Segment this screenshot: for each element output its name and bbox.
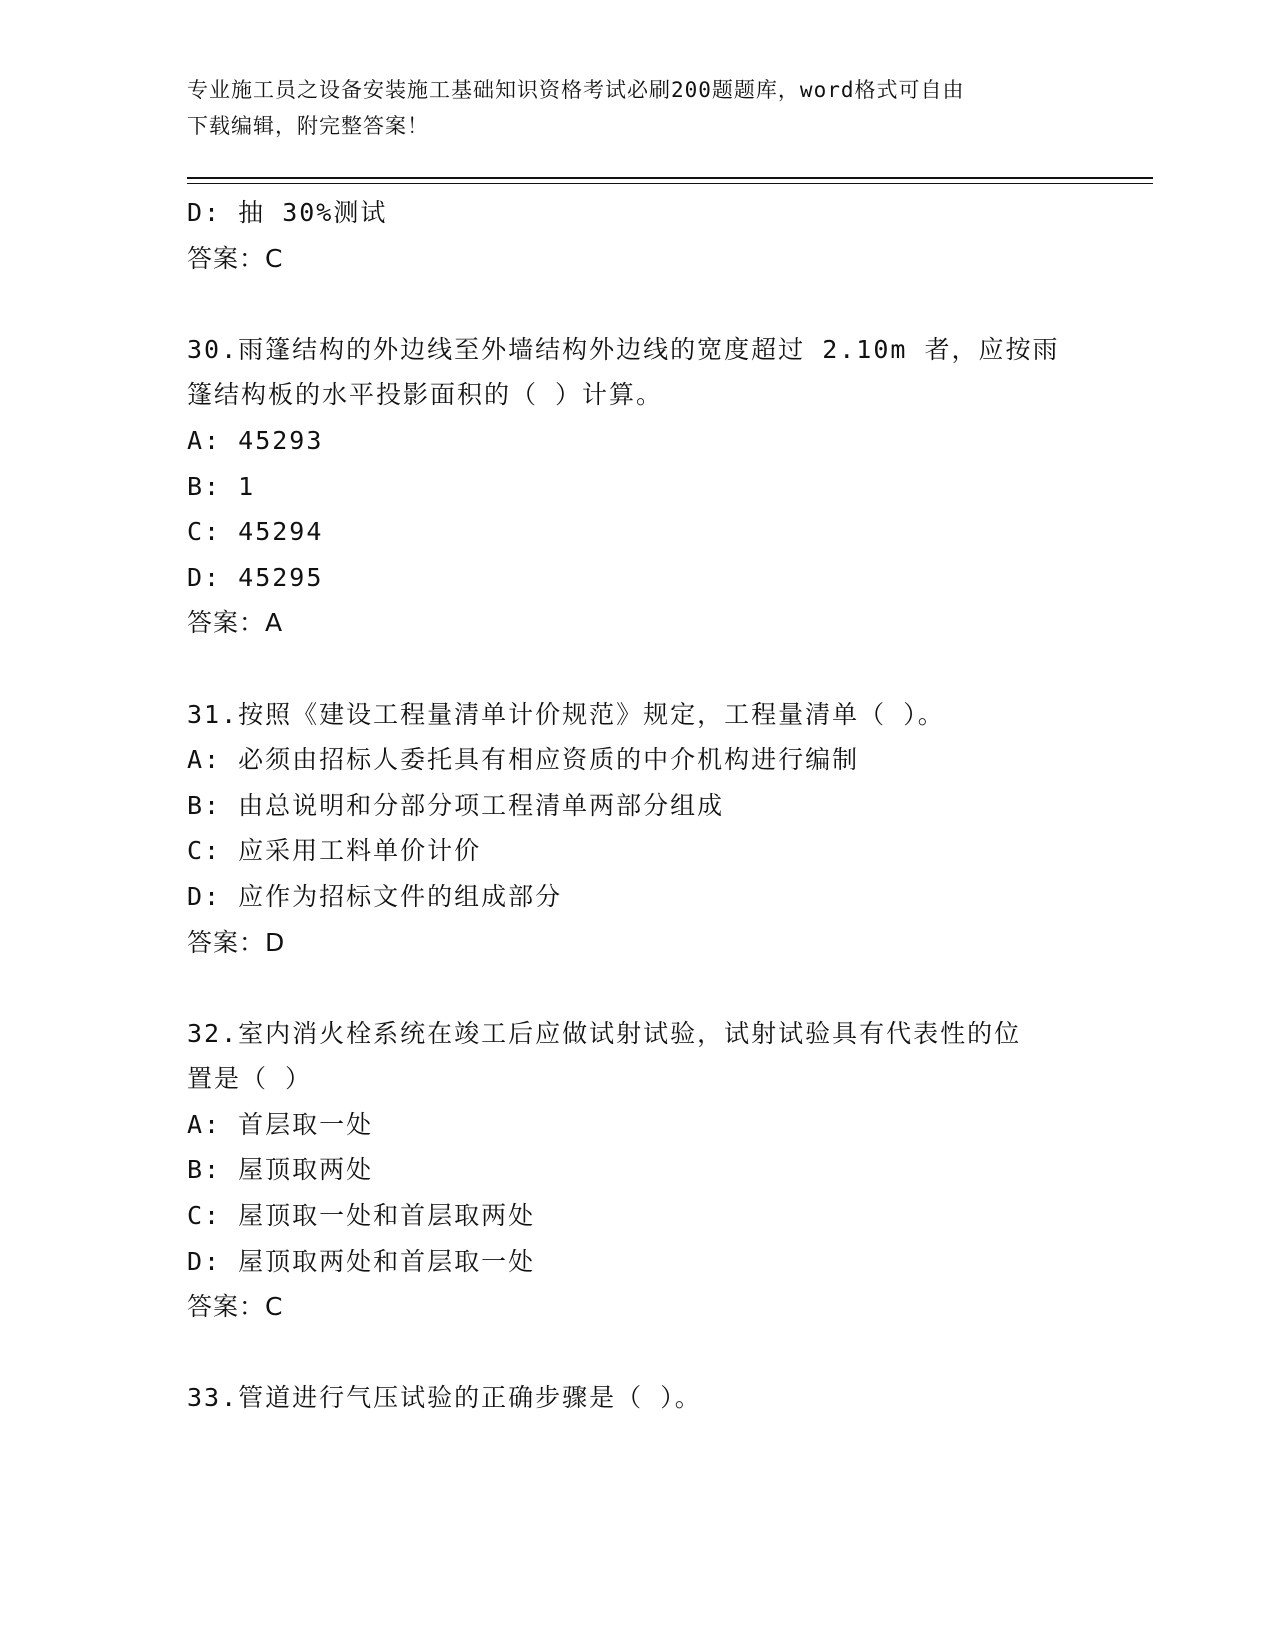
spacer: [187, 646, 1087, 692]
question-block-30: [187, 327, 1087, 646]
spacer: [187, 965, 1087, 1011]
answer: 答案：A: [187, 608, 284, 638]
option-b: B: 屋顶取两处: [187, 1155, 374, 1185]
question-stem: 33.管道进行气压试验的正确步骤是（ ）。: [187, 1383, 702, 1413]
question-block-31: [187, 692, 1087, 966]
answer: 答案：C: [187, 243, 284, 273]
option-d: D: 45295: [187, 562, 324, 592]
document-header: [187, 72, 1067, 144]
question-stem-continued: 置是（ ）: [187, 1064, 313, 1094]
header-line-1: 专业施工员之设备安装施工基础知识资格考试必刷200题题库，word格式可自由: [187, 78, 965, 102]
option-a: A: 必须由招标人委托具有相应资质的中介机构进行编制: [187, 745, 860, 775]
option-a: A: 首层取一处: [187, 1109, 374, 1139]
spacer: [187, 281, 1087, 327]
option-d: D: 应作为招标文件的组成部分: [187, 881, 563, 911]
option-d: D: 抽 30%测试: [187, 198, 388, 227]
header-divider-thin: [187, 183, 1153, 184]
question-stem: 31.按照《建设工程量清单计价规范》规定，工程量清单（ ）。: [187, 699, 945, 729]
question-block-32: [187, 1011, 1087, 1330]
header-divider: [187, 177, 1153, 179]
question-block-29: [187, 190, 1087, 281]
header-line-2: 下载编辑，附完整答案！: [187, 114, 429, 138]
question-stem: 32.室内消火栓系统在竣工后应做试射试验，试射试验具有代表性的位: [187, 1018, 1022, 1048]
option-d: D: 屋顶取两处和首层取一处: [187, 1246, 536, 1276]
spacer: [187, 1330, 1087, 1376]
option-c: C: 45294: [187, 517, 324, 547]
option-b: B: 1: [187, 471, 256, 501]
question-list: [187, 190, 1087, 1421]
answer: 答案：C: [187, 1292, 284, 1322]
option-b: B: 由总说明和分部分项工程清单两部分组成: [187, 790, 725, 820]
option-c: C: 屋顶取一处和首层取两处: [187, 1201, 536, 1231]
answer: 答案：D: [187, 927, 286, 957]
question-stem-continued: 篷结构板的水平投影面积的（ ）计算。: [187, 380, 664, 410]
question-block-33: [187, 1375, 1087, 1421]
option-c: C: 应采用工料单价计价: [187, 836, 482, 866]
question-stem: 30.雨篷结构的外边线至外墙结构外边线的宽度超过 2.10m 者，应按雨: [187, 334, 1060, 364]
option-a: A: 45293: [187, 425, 324, 455]
